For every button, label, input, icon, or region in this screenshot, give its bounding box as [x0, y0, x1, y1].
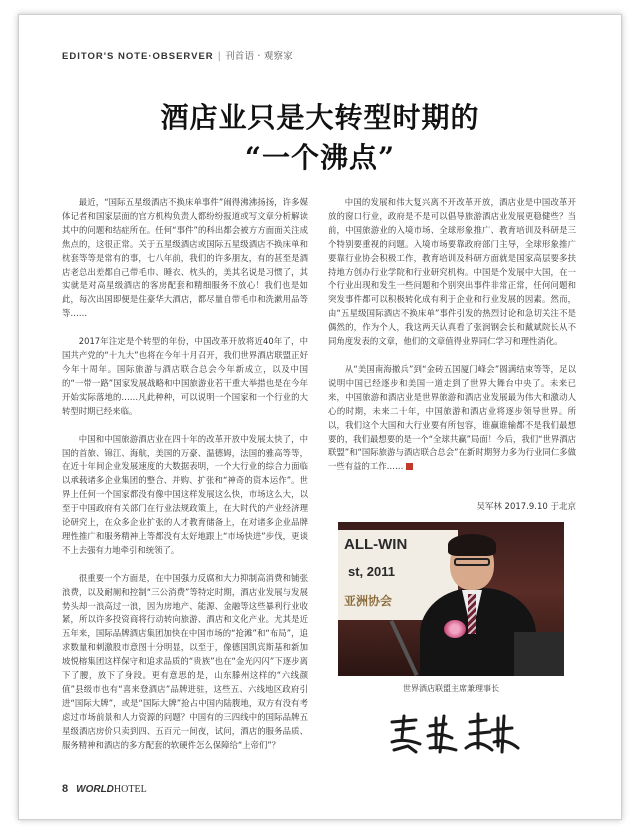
article-paragraph: 中国的发展和伟大复兴离不开改革开放，酒店业是中国改革开放的窗口行业，政府是不是可以倡导旅游酒店业发展更稳健些？当前，中国旅游业的入境市场、全球形象推广、教育培训及科研是三个特别要重视的问题。入境市场要靠政府部门主导，全球形象推广要靠行业协会积极工作，教育培训及科研方面就是国家高层要多扶持地方创办行业学院和行业研究机构。中国是个发展中大国，在一个行业出现和发生一些问题和个别突出事件非常正常，任何问题和突发事件都可以积极转化成有利于企业和行业发展的因素。然而，由“五星级国际酒店不换床单”事件引发的热烈讨论和急切关注不是偶然的，作为个人，我这两天认真看了张润钢会长和戴斌院长从不同角度发表的文章，他们的文章值得业界同仁学习和理性消化。	[328, 197, 576, 347]
article-column-left	[62, 196, 308, 767]
end-mark-icon	[406, 463, 413, 470]
article-title-line2: “一个沸点”	[244, 141, 396, 174]
article-paragraph: 很重要一个方面是，在中国强力反腐和大力抑制高消费和铺张浪费，以及耐厕和控制“三公消费”等特定时期，酒店业发展与发展势头却一浪高过一浪，因为房地产、能源、金融等这些暴利行业收紧，所以许多投资商将行动转向旅游、酒店和文化产业。尤其是近五年来，国际品牌酒店集团加快在中国市场的“抢滩”和“布局”，追求数量和刺激股市意图十分明显，以至于，像德国凯宾斯基和新加坡悦榕集团这样保守和追求品质的“贵族”也在“金光闪闪”下逐步离下了腰，放下了身段。更有意思的是，山东滕州这样的“六线颜值”县级市也有“喜来登酒店”品牌进驻，这些五、六线地区政府引进“国际大牌”，或是“国际大牌”抢占中国内陆腹地，双方有没有考虑过市场前景和人力资源的问题？中国有的三四线中的国际品牌五星级酒店房价只卖到四、五百元一间夜，试问，酒店的服务品质、服务精神和酒店的多方配套的软硬件怎么保障给“上帝们”？	[62, 572, 308, 750]
section-header	[62, 48, 293, 62]
article-title-line1: 酒店业只是大转型时期的	[160, 101, 480, 134]
person-hair	[448, 534, 496, 556]
glasses-icon	[454, 558, 490, 566]
person-tie	[468, 594, 476, 634]
article-paragraph: 中国和中国旅游酒店业在四十年的改革开放中发展太快了，中国的首旅、锦江、海航，美国的万豪、温德姆，法国的雅高等等，在近十年间企业发展速度的大数据表明，一个大行业的综合力面临以承载诸多企业集团的整合、并购、扩张和“神奇的资本运作”。世界上任何一个国家都没有像中国这样发展这么快，市场这么大，以至于中国政府有关部门在行业法规政策上，在大时代的产业经济理论研究上，在众多企业扩张的人才教育储备上，在对诸多企业品牌理性推广和服务精神上等都没有太好地跟上“市场快进”步伐，更谈不上去强有力地牵引和统领了。	[62, 433, 308, 555]
article-paragraph-text: 从“美国南海撤兵”到“金砖五国厦门峰会”圆满结束等等，足以说明中国已经逐步和美国一道走到了世界大舞台中央了。未来已来，中国旅游和酒店业是世界旅游和酒店业发展最为伟大和激动人心的时期，未来二十年，中国旅游和酒店业将逐步领导世界。所以，我们这个大国和大行业要有所包容，谁赢谁输都不是我们最想要的，我们最想要的是一个“全球共赢”局面！今后，我们“世界酒店联盟”和“国际旅游与酒店联合总会”在新时期努力多为行业同仁多做一些有益的工作……	[328, 363, 576, 472]
article-paragraph: 最近，“国际五星级酒店不换床单事件”闹得沸沸扬扬，许多媒体记者和国家层面的官方机构负责人都纷纷报道或写文章分析解读其中的问题和结症所在。任何“事件”的科出都会被方方面面关注成焦点的，这很正常。关于五星级酒店或国际五星级酒店不换床单和枕套等等是常有的事，七八年前，我们的许多朋友，有的甚至是酒店老总出差都自己带毛巾、睡衣、枕头的，美其名说是习惯了，其实就是对高星级酒店的客房配套和精细服务不放心！我们也是如此，每次出国即便是住豪华大酒店，都尽量自带毛巾和洗漱用品等等……	[62, 197, 308, 319]
page-footer	[62, 783, 147, 795]
banner-text: 亚洲协会	[344, 594, 393, 608]
banner-text: ALL-WIN	[344, 536, 408, 553]
article-paragraph: 2017年注定是个转型的年份，中国改革开放将近40年了，中国共产党的“十九大”也将在今年十月召开，我们世界酒店联盟正好今年十周年。国际旅游与酒店联合总会今年新成立，以及中国的“一带一路”国家发展战略和中国旅游业若干重大举措也是在今年开始实际落地的……凡此种种，可以说明一个国家和一个行业的大转型时期已经来临。	[62, 336, 308, 416]
author-photo	[338, 522, 564, 676]
podium	[514, 632, 564, 676]
article-paragraph-last	[328, 363, 576, 474]
section-header-cn: 刊首语 · 观察家	[225, 51, 293, 62]
magazine-name-world: WORLD	[76, 784, 114, 795]
article-column-right	[328, 196, 576, 488]
header-divider: |	[217, 51, 222, 62]
section-header-en: EDITOR'S NOTE·OBSERVER	[62, 51, 214, 62]
author-dateline: 吴军林 2017.9.10 于北京	[476, 502, 576, 512]
handwritten-signature	[386, 708, 526, 758]
magazine-name-hotel: HOTEL	[113, 784, 147, 795]
page-number: 8	[62, 783, 69, 795]
microphone-icon	[390, 620, 419, 676]
corsage-flower-icon	[444, 620, 466, 638]
banner-text: st, 2011	[348, 564, 395, 579]
photo-caption: 世界酒店联盟主席兼理事长	[403, 684, 499, 693]
